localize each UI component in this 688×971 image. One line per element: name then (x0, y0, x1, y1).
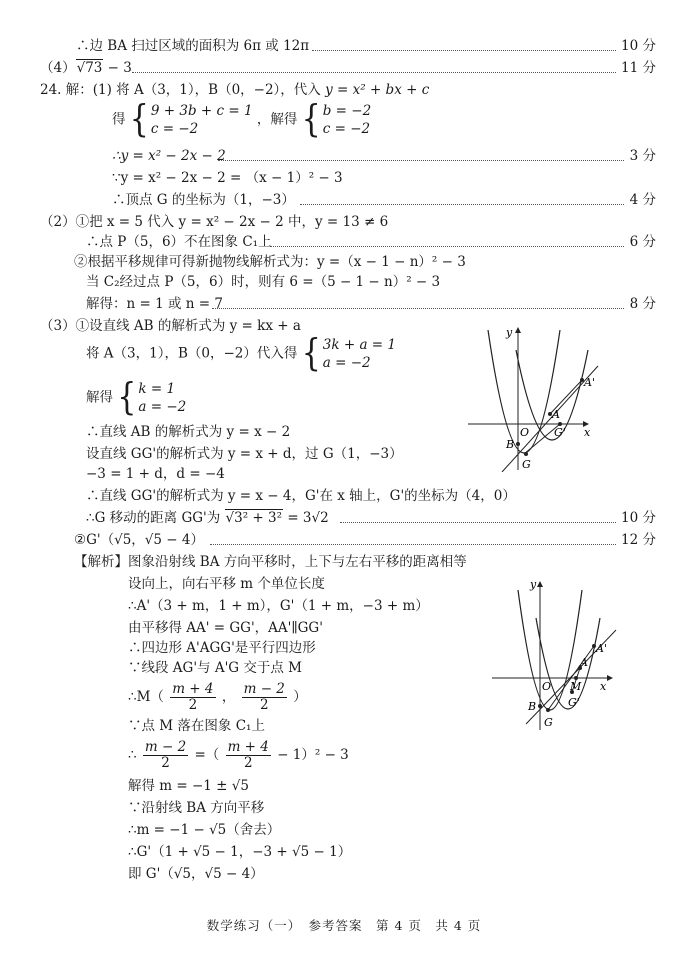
score-label: 10 分 (621, 510, 656, 526)
line-gg-result: ∴直线 GG'的解析式为 y = x − 4，G'在 x 轴上，G'的坐标为（4，0） (86, 488, 516, 504)
label-m: M (570, 680, 582, 693)
score-label: 8 分 (629, 296, 656, 312)
score-leader (300, 204, 624, 205)
score-label: 11 分 (621, 60, 656, 76)
score-label: 3 分 (629, 148, 656, 164)
midpoint-m: ∴M（ $\frac{m + 4}{2}$ ， $\frac{m - 2}{2}$ ） (128, 681, 307, 713)
score-leader (218, 160, 624, 161)
label-a: A (580, 656, 588, 669)
part2-step1: （2）①把 x = 5 代入 y = x² − 2x − 2 中，y = 13 ≠ 6 (40, 214, 389, 230)
label-g: G (544, 716, 553, 729)
analysis-line: ∴四边形 A'AGG'是平行四边形 (128, 640, 316, 656)
y-axis-label: y (506, 326, 513, 339)
label-o: O (542, 680, 552, 693)
score-leader (270, 246, 624, 247)
score-leader (210, 544, 616, 545)
analysis-line: 解得 m = −1 ± √5 (128, 778, 249, 794)
label-b: B (528, 700, 537, 713)
translation-rule: ②根据平移规律可得新抛物线解析式为：y =（x − 1 − n）² − 3 (74, 254, 466, 270)
vertex-conclusion: ∴顶点 G 的坐标为（1，−3） (112, 192, 295, 208)
label-b: B (506, 438, 515, 451)
score-label: 12 分 (621, 532, 656, 548)
score-label: 10 分 (621, 38, 656, 54)
n-solution: 解得：n = 1 或 n = 7 (86, 296, 223, 312)
system-equations-1: 得 { 9 + 3b + c = 1 c = −2 ，解得 { b = −2 c = −2 (112, 97, 372, 142)
parabola-equation: ∴y = x² − 2x − 2 (112, 148, 226, 164)
analysis-line: ∴m = −1 − √5（舍去） (128, 822, 281, 838)
label-o: O (520, 426, 530, 439)
x-axis-label: x (600, 680, 607, 693)
part3-step1: （3）①设直线 AB 的解析式为 y = kx + a (40, 318, 301, 334)
analysis-line: ∴G'（1 + √5 − 1，−3 + √5 − 1） (128, 844, 352, 860)
m-equation: ∴ $\frac{m - 2}{2}$ =（ $\frac{m + 4}{2}$ − 1）² − 3 (128, 739, 349, 771)
label-g-prime: G' (554, 426, 566, 439)
label-a-prime: A' (584, 376, 595, 389)
analysis-line: ∴A'（3 + m，1 + m），G'（1 + m，−3 + m） (128, 598, 429, 614)
analysis-line: ∵沿射线 BA 方向平移 (128, 800, 265, 816)
c2-condition: 当 C₂经过点 P（5，6）时，则有 6 =（5 − 1 − n）² − 3 (86, 274, 441, 290)
page-footer: 数学练习（一） 参考答案 第 4 页 共 4 页 (206, 918, 482, 933)
label-a-prime: A' (596, 642, 607, 655)
score-leader (132, 72, 616, 73)
score-leader (340, 522, 616, 523)
point-b (516, 442, 520, 446)
score-label: 4 分 (629, 192, 656, 208)
graph-figure-1 (466, 320, 616, 472)
system-solution-2: 解得 { k = 1 a = −2 (86, 375, 187, 420)
analysis-line: 即 G'（√5，√5 − 4） (128, 866, 264, 882)
q24-intro: 24. 解：(1) 将 A（3，1），B（0，−2），代入 y = x² + bx + c (40, 82, 430, 98)
analysis-heading: 【解析】图象沿射线 BA 方向平移时，上下与左右平移的距离相等 (74, 554, 467, 570)
point-b (538, 704, 542, 708)
analysis-line: 设向上，向右平移 m 个单位长度 (128, 576, 325, 592)
score-leader (212, 308, 624, 309)
area-conclusion: ∴边 BA 扫过区域的面积为 6π 或 12π (76, 38, 310, 54)
line-gg-setup: 设直线 GG'的解析式为 y = x + d，过 G（1，−3） (86, 446, 403, 462)
d-solution: −3 = 1 + d，d = −4 (86, 466, 225, 482)
analysis-line: ∵线段 AG'与 A'G 交于点 M (128, 660, 302, 676)
distance-gg: ∴G 移动的距离 GG'为 √3² + 3² = 3√2 (86, 510, 329, 526)
analysis-line: 由平移得 AA' = GG'，AA'∥GG' (128, 620, 323, 636)
score-leader (312, 50, 616, 51)
vertex-form: ∵y = x² − 2x − 2 = （x − 1）² − 3 (112, 170, 343, 186)
label-a: A (552, 408, 560, 421)
x-axis-label: x (584, 426, 591, 439)
point-g (546, 708, 550, 712)
part4-answer: （4）√73 − 3 (40, 60, 132, 76)
line-ab: ∴直线 AB 的解析式为 y = x − 2 (86, 424, 291, 440)
score-label: 6 分 (629, 234, 656, 250)
point-check: ∴点 P（5，6）不在图象 C₁上 (86, 234, 272, 250)
system-equations-2: 将 A（3，1），B（0，−2）代入得 { 3k + a = 1 a = −2 (86, 331, 396, 376)
g-prime-answer: ②G'（√5，√5 − 4） (74, 532, 204, 548)
label-g-prime: G' (568, 696, 580, 709)
point-g (524, 452, 528, 456)
graph-figure-2 (490, 574, 626, 734)
label-g: G (522, 458, 531, 471)
analysis-line: ∵点 M 落在图象 C₁上 (128, 718, 265, 734)
y-axis-label: y (530, 578, 537, 591)
